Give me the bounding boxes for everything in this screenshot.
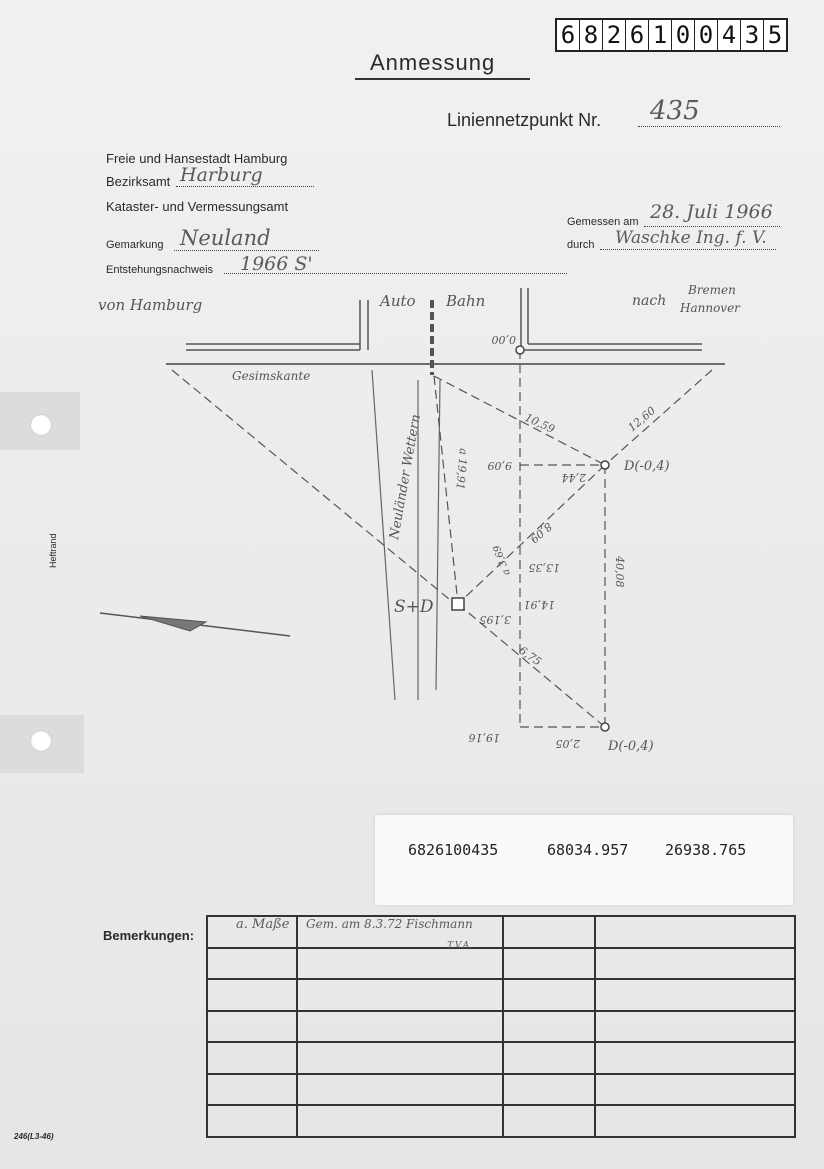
measure-label: 10,59 (522, 410, 557, 437)
table-cell (595, 1042, 795, 1074)
coordinate-x: 68034.957 (547, 841, 629, 859)
page-title: Anmessung (370, 50, 496, 75)
from-label: von Hamburg (98, 296, 203, 314)
measure-label: 2,44 (561, 471, 586, 484)
table-cell (207, 916, 297, 948)
table-cell (595, 948, 795, 980)
table-cell (503, 1011, 595, 1043)
district-label: Bezirksamt (106, 174, 171, 189)
remarks-label: Bemerkungen: (103, 928, 195, 943)
measure-label: 3,195 (479, 613, 511, 626)
point-sd (452, 598, 464, 610)
table-row (207, 979, 795, 1011)
table-row (207, 1042, 795, 1074)
point-d2 (601, 723, 609, 731)
table-cell (595, 916, 795, 948)
origin-value: 1966 S' (240, 253, 313, 275)
to-city-1: Bremen (688, 283, 736, 297)
margin-label: Heftrand (48, 533, 58, 568)
point-label: Liniennetzpunkt Nr. (447, 110, 602, 130)
office-name: Kataster- und Vermessungsamt (106, 199, 289, 214)
measured-date: 28. Juli 1966 (650, 201, 773, 223)
measure-label: 14,91 (523, 598, 555, 611)
table-row (207, 948, 795, 980)
point-d1-label: D(-0,4) (624, 459, 670, 474)
measured-label: Gemessen am (567, 216, 639, 228)
measure-label: 6,75 (516, 643, 544, 669)
by-label: durch (567, 239, 595, 251)
table-row (207, 1074, 795, 1106)
district-value: Harburg (180, 164, 263, 186)
coordinate-y: 26938.765 (665, 841, 747, 859)
table-cell (595, 979, 795, 1011)
authority-line: Freie und Hansestadt Hamburg (106, 151, 288, 166)
table-row (207, 1011, 795, 1043)
form-number-digit: 0 (672, 20, 695, 50)
table-cell (207, 1105, 297, 1137)
coordinate-id: 6826100435 (408, 841, 499, 859)
table-cell (207, 1042, 297, 1074)
table-cell (297, 916, 503, 951)
to-label: nach (632, 293, 667, 309)
table-cell (297, 1042, 503, 1074)
table-cell (297, 948, 503, 980)
measure-label: 12,60 (625, 404, 659, 435)
remarks-table (206, 915, 796, 1138)
table-cell (207, 1074, 297, 1106)
table-cell (207, 1011, 297, 1043)
table-cell (297, 1074, 503, 1106)
measure-label: 40,08 (613, 556, 626, 588)
measure-label: 9,09 (487, 459, 512, 472)
remark-subtext: T.V.A. (447, 941, 472, 951)
table-cell (503, 948, 595, 980)
table-row (207, 916, 795, 948)
table-cell (595, 1011, 795, 1043)
form-number-digit: 5 (767, 21, 783, 49)
zero-label: 0,00 (491, 333, 516, 346)
form-number-digit: 0 (695, 20, 718, 50)
table-cell (503, 916, 595, 948)
wall-left (186, 300, 368, 350)
river (372, 370, 440, 700)
form-number-digit: 3 (741, 20, 764, 50)
point-d2-label: D(-0,4) (608, 739, 654, 754)
table-cell (595, 1074, 795, 1106)
table-cell (207, 979, 297, 1011)
coordinate-label (375, 815, 793, 905)
gemarkung-value: Neuland (180, 226, 271, 250)
table-cell (503, 1042, 595, 1074)
measure-label: 19,16 (468, 731, 500, 744)
to-city-2: Hannover (680, 301, 740, 315)
measure-label: 2,05 (555, 737, 580, 750)
point-sd-label: S+D (394, 597, 434, 617)
measure-label: a 19,91 (453, 447, 470, 491)
table-cell (503, 979, 595, 1011)
road-label-1: Auto (380, 292, 416, 310)
river-label: Neuländer Wettern (387, 413, 424, 541)
table-cell (297, 1105, 503, 1137)
measurement-lines (172, 350, 712, 727)
table-cell (297, 979, 503, 1011)
gesims-label: Gesimskante (232, 369, 311, 383)
by-value: Waschke Ing. f. V. (615, 228, 767, 248)
remark-text: Gem. am 8.3.72 Fischmann (306, 917, 473, 931)
measure-label: a 3,69 (491, 543, 513, 577)
north-arrow-icon (100, 613, 290, 636)
table-cell (503, 1074, 595, 1106)
form-number-digit: 4 (718, 20, 741, 50)
remark-text: a. Maße (236, 917, 290, 932)
measure-label: 13,35 (528, 561, 560, 574)
form-number-digit: 1 (649, 20, 672, 50)
zero-point (516, 346, 524, 354)
form-number-digit: 6 (626, 20, 649, 50)
measure-label: 8,09 (527, 519, 555, 546)
wall-right (521, 288, 702, 350)
table-cell (503, 1105, 595, 1137)
table-row (207, 1105, 795, 1137)
form-number-digit: 6 (557, 20, 580, 50)
form-number-digit: 8 (580, 20, 603, 50)
gemarkung-label: Gemarkung (106, 239, 164, 251)
form-code: 246(L3-46) (14, 1132, 54, 1141)
origin-label: Entstehungsnachweis (106, 264, 214, 276)
table-cell (595, 1105, 795, 1137)
table-cell (207, 948, 297, 980)
point-d1 (601, 461, 609, 469)
table-cell (297, 1011, 503, 1043)
point-number: 435 (650, 96, 700, 126)
road-label-2: Bahn (446, 292, 486, 310)
form-number-digit: 2 (603, 20, 626, 50)
